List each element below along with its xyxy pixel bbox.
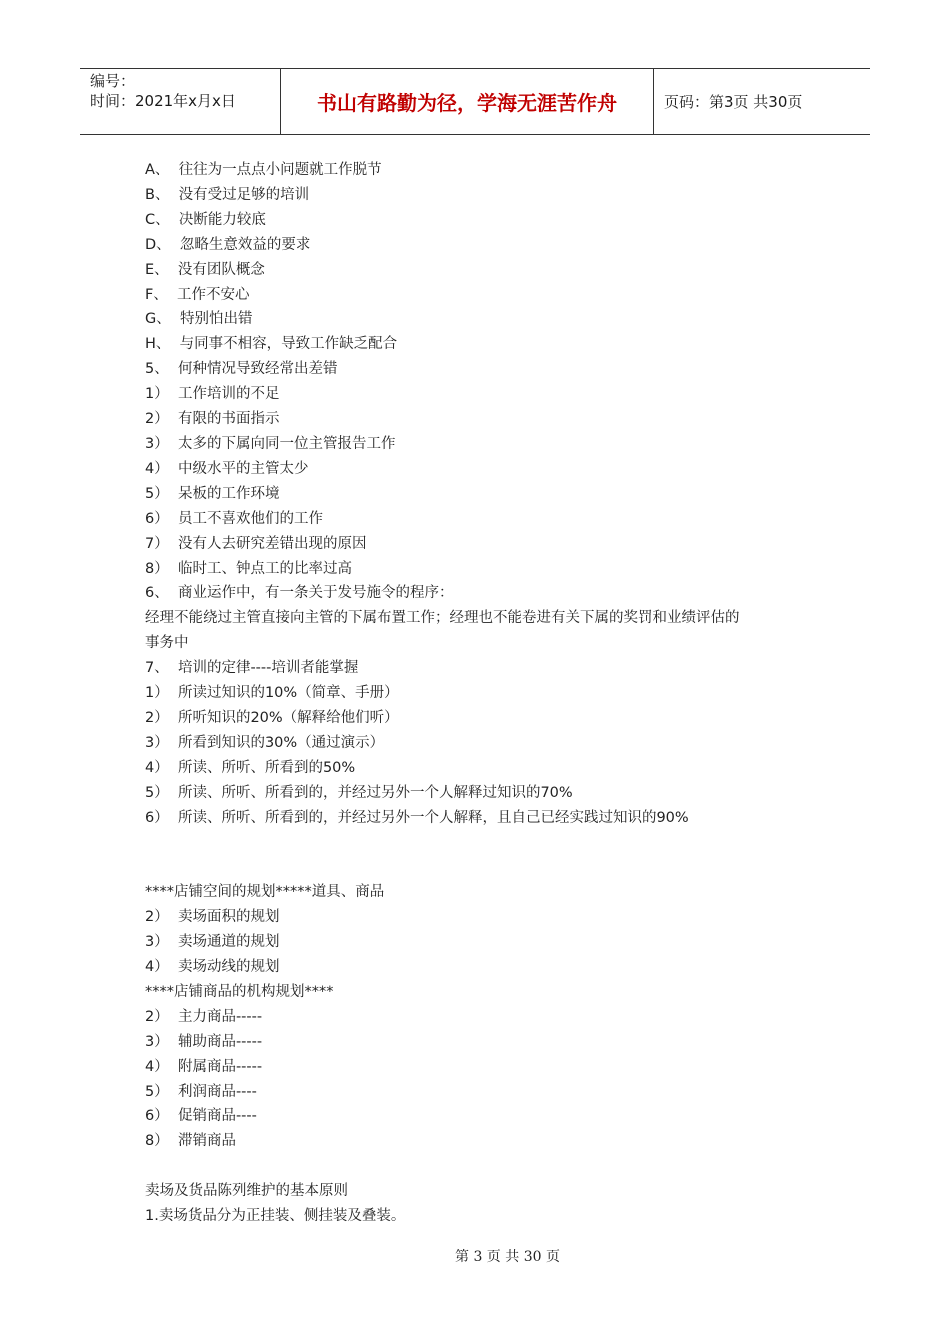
blank-line bbox=[145, 830, 810, 855]
text-line: F、 工作不安心 bbox=[145, 286, 250, 303]
text-line: 4） 附属商品----- bbox=[145, 1058, 263, 1075]
blank-line bbox=[145, 855, 810, 880]
text-line: H、 与同事不相容，导致工作缺乏配合 bbox=[145, 336, 398, 353]
text-line: 2） 卖场面积的规划 bbox=[145, 909, 280, 926]
text-line: ****店铺商品的机构规划**** bbox=[145, 983, 334, 1000]
header-page-info: 页码：第3页 共30页 bbox=[664, 93, 803, 111]
page-header bbox=[80, 68, 870, 135]
text-line: 6） 员工不喜欢他们的工作 bbox=[145, 510, 323, 527]
text-line: 3） 辅助商品----- bbox=[145, 1033, 263, 1050]
text-line: 8） 滞销商品 bbox=[145, 1133, 236, 1150]
text-line: C、 决断能力较底 bbox=[145, 211, 266, 228]
header-slogan: 书山有路勤为径，学海无涯苦作舟 bbox=[281, 69, 654, 134]
text-line: 1） 工作培训的不足 bbox=[145, 386, 280, 403]
text-line: 4） 卖场动线的规划 bbox=[145, 958, 280, 975]
text-line: E、 没有团队概念 bbox=[145, 261, 265, 278]
text-line: 3） 太多的下属向同一位主管报告工作 bbox=[145, 435, 396, 452]
text-line: G、 特别怕出错 bbox=[145, 311, 253, 328]
text-line: 5） 利润商品---- bbox=[145, 1083, 257, 1100]
blank-line bbox=[145, 1154, 810, 1179]
text-line: D、 忽略生意效益的要求 bbox=[145, 236, 311, 253]
text-line: B、 没有受过足够的培训 bbox=[145, 186, 310, 203]
text-line: 6、 商业运作中，有一条关于发号施令的程序： bbox=[145, 585, 454, 602]
document-body bbox=[145, 158, 810, 1229]
text-line: 2） 主力商品----- bbox=[145, 1008, 263, 1025]
text-line: 卖场及货品陈列维护的基本原则 bbox=[145, 1183, 348, 1200]
text-line: 7） 没有人去研究差错出现的原因 bbox=[145, 535, 367, 552]
text-line: 1.卖场货品分为正挂装、侧挂装及叠装。 bbox=[145, 1208, 406, 1225]
text-line: 6） 促销商品---- bbox=[145, 1108, 257, 1125]
text-line: 5、 何种情况导致经常出差错 bbox=[145, 361, 338, 378]
text-line: 4） 中级水平的主管太少 bbox=[145, 460, 309, 477]
text-line: 8） 临时工、钟点工的比率过高 bbox=[145, 560, 352, 577]
text-line: 2） 有限的书面指示 bbox=[145, 411, 280, 428]
text-line: ****店铺空间的规划*****道具、商品 bbox=[145, 884, 385, 901]
text-line: 6） 所读、所听、所看到的，并经过另外一个人解释，且自己已经实践过知识的90% bbox=[145, 809, 689, 826]
page-footer: 第 3 页 共 30 页 bbox=[455, 1249, 560, 1265]
text-line: 3） 所看到知识的30%（通过演示） bbox=[145, 734, 385, 751]
text-line: 事务中 bbox=[145, 635, 189, 652]
text-line: 经理不能绕过主管直接向主管的下属布置工作；经理也不能卷进有关下属的奖罚和业绩评估的 bbox=[145, 610, 740, 627]
text-line: A、 往往为一点点小问题就工作脱节 bbox=[145, 162, 382, 178]
text-line: 5） 所读、所听、所看到的，并经过另外一个人解释过知识的70% bbox=[145, 784, 573, 801]
text-line: 3） 卖场通道的规划 bbox=[145, 934, 280, 951]
text-line: 5） 呆板的工作环境 bbox=[145, 485, 280, 502]
text-line: 2） 所听知识的20%（解释给他们听） bbox=[145, 709, 399, 726]
text-line: 1） 所读过知识的10%（简章、手册） bbox=[145, 685, 399, 702]
header-meta bbox=[80, 69, 281, 134]
document-number-label: 编号： bbox=[90, 72, 136, 90]
text-line: 7、 培训的定律----培训者能掌握 bbox=[145, 660, 359, 677]
document-time-label: 时间：2021年x月x日 bbox=[90, 92, 236, 110]
text-line: 4） 所读、所听、所看到的50% bbox=[145, 759, 356, 776]
